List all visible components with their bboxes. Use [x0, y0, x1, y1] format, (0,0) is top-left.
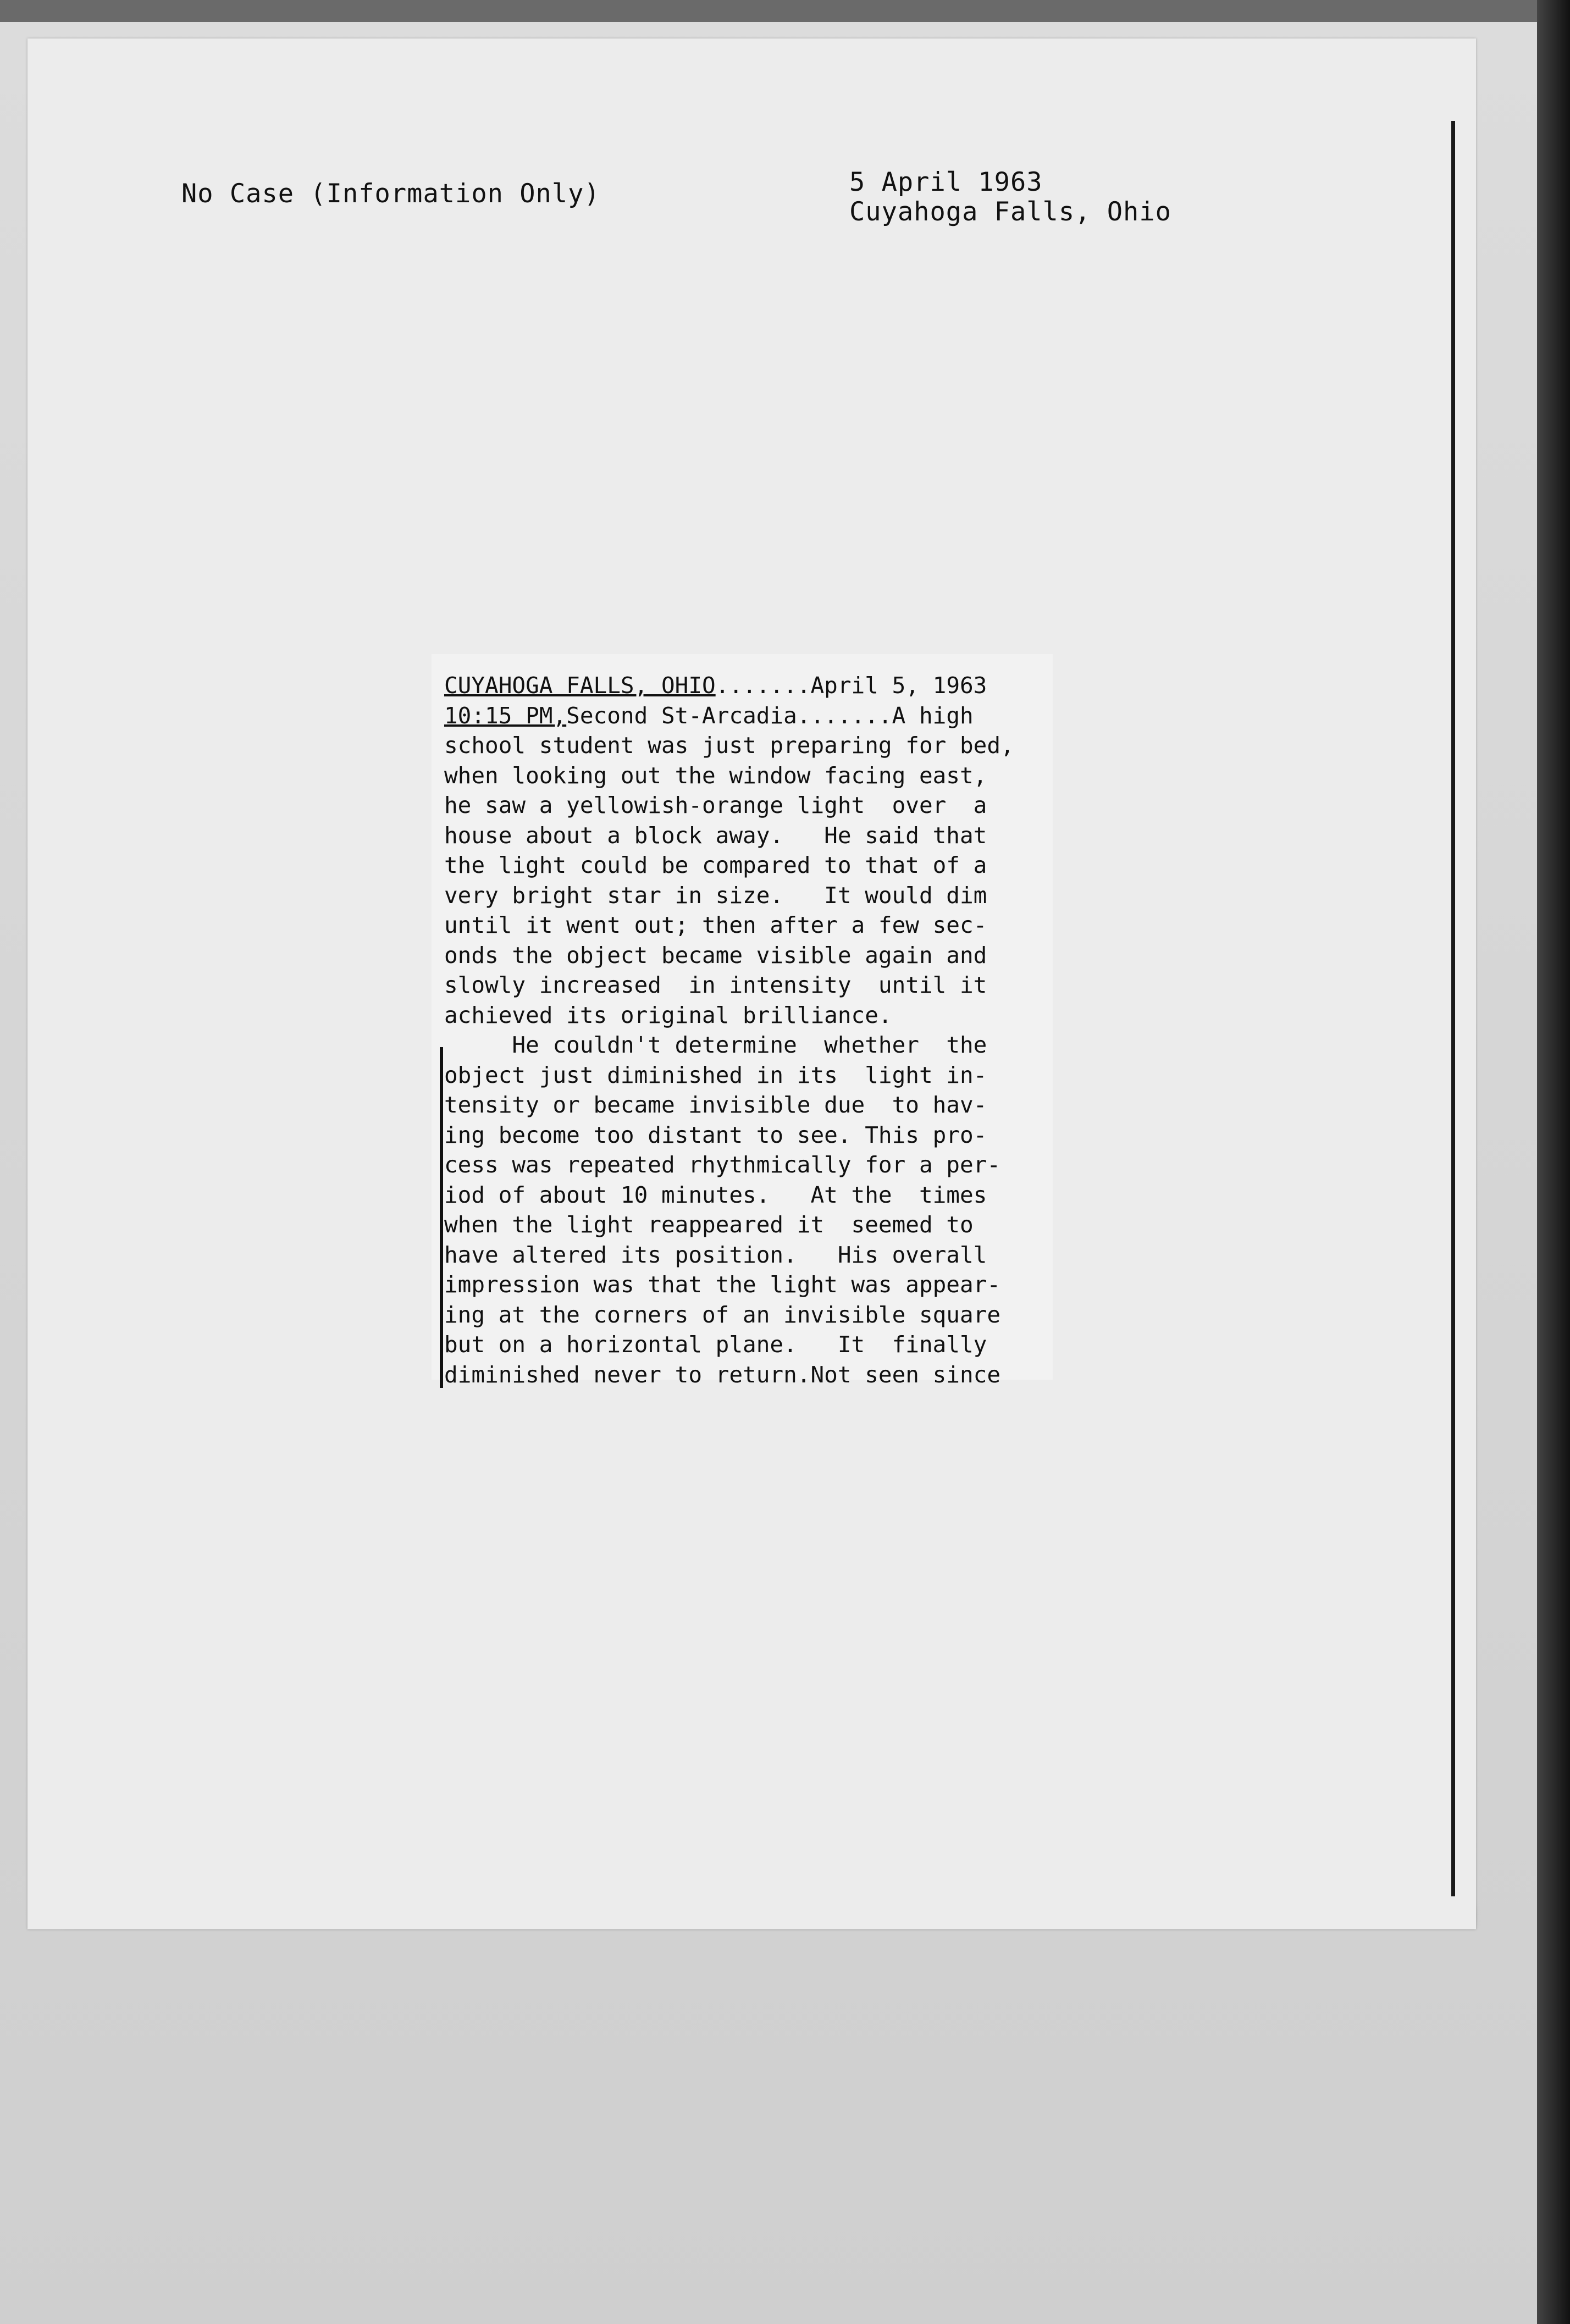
clipping-line-2-rest: Second St-Arcadia.......A high — [566, 702, 974, 729]
clipping-line: when the light reappeared it seemed to — [444, 1211, 974, 1238]
clipping-time: 10:15 PM, — [444, 702, 567, 729]
clipping-line-2 — [444, 701, 1049, 731]
clipping-line: tensity or became invisible due to hav- — [444, 1092, 987, 1118]
clipping-line: ing at the corners of an invisible square — [444, 1301, 1001, 1328]
clipping-line: slowly increased in intensity until it — [444, 972, 987, 998]
headline-date: .......April 5, 1963 — [715, 672, 987, 699]
page-right-rule — [1451, 121, 1455, 1896]
clipping-headline — [444, 671, 1049, 701]
clipping-line: until it went out; then after a few sec- — [444, 912, 987, 938]
clipping-line: impression was that the light was appear- — [444, 1271, 1001, 1298]
clipping-line: cess was repeated rhythmically for a per- — [444, 1152, 1001, 1178]
clipping-line: he saw a yellowish-orange light over a — [444, 792, 987, 818]
clipping-line: very bright star in size. It would dim — [444, 882, 987, 909]
clipping-line: house about a block away. He said that — [444, 822, 987, 849]
clipping-line: diminished never to return.Not seen since — [444, 1361, 1001, 1388]
clipping-line: the light could be compared to that of a — [444, 852, 987, 878]
clipping-line: ing become too distant to see. This pro- — [444, 1121, 987, 1148]
header-date-location — [849, 168, 1171, 227]
header-location: Cuyahoga Falls, Ohio — [849, 197, 1171, 227]
case-label: No Case (Information Only) — [181, 179, 600, 209]
scan-right-edge — [1537, 0, 1570, 2324]
headline-place: CUYAHOGA FALLS, OHIO — [444, 672, 716, 699]
clipping-text — [444, 671, 1049, 1390]
clipping-line: but on a horizontal plane. It finally — [444, 1331, 987, 1358]
clipping-line: achieved its original brilliance. — [444, 1001, 892, 1028]
scan-top-edge — [0, 0, 1570, 22]
clipping-edge-line — [440, 1047, 443, 1388]
clipping-line: have altered its position. His overall — [444, 1241, 987, 1268]
clipping-line: when looking out the window facing east, — [444, 762, 987, 789]
clipping-line: onds the object became visible again and — [444, 942, 987, 969]
clipping-line: He couldn't determine whether the — [444, 1032, 987, 1058]
clipping-line: school student was just preparing for bed, — [444, 732, 1014, 759]
clipping-line: iod of about 10 minutes. At the times — [444, 1181, 987, 1208]
header-date: 5 April 1963 — [849, 167, 1043, 197]
clipping-line: object just diminished in its light in- — [444, 1061, 987, 1088]
